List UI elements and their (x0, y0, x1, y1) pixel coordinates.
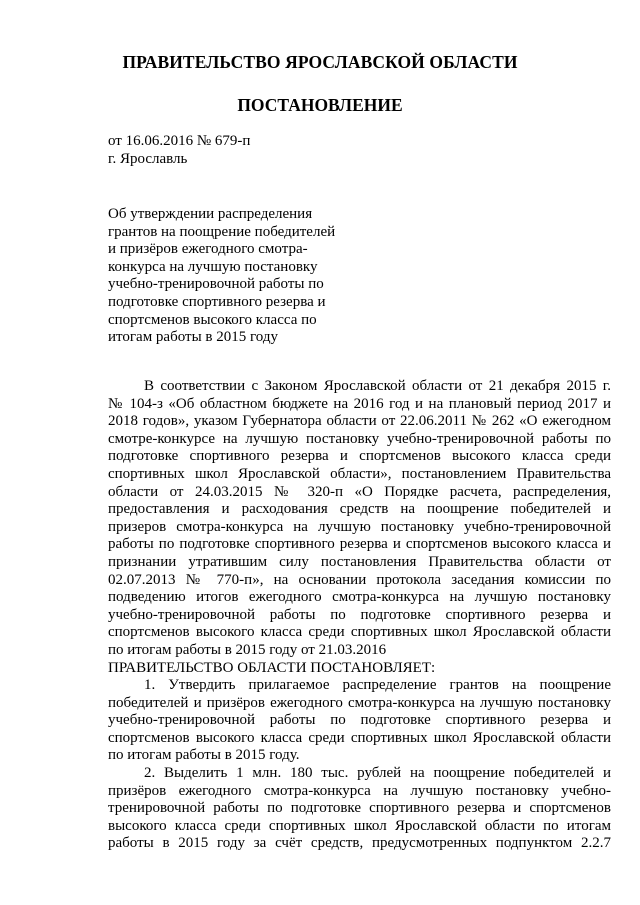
body-line: подведению итогов ежегодного смотра-конкурса на лучшую постановку (108, 589, 611, 606)
city: г. Ярославль (108, 151, 188, 167)
body-line: учебно-тренировочной работы по подготовке спортивного резерва и (108, 712, 611, 729)
subject-line: подготовке спортивного резерва и (108, 293, 326, 310)
subject-line: конкурса на лучшую постановку (108, 258, 318, 275)
subject-line: учебно-тренировочной работы по (108, 276, 324, 293)
subject-line: грантов на поощрение победителей (108, 223, 336, 240)
body-line: подготовке спортивного резерва и спортсменов высокого класса среди (108, 448, 611, 465)
resolution-phrase: ПРАВИТЕЛЬСТВО ОБЛАСТИ ПОСТАНОВЛЯЕТ: (108, 659, 436, 676)
body-line: спортивных школ Ярославской области», постановлением Правительства (108, 465, 611, 482)
body-line: тренировочной работы по подготовке спортивного резерва и спортсменов (108, 800, 611, 817)
body-line: 2018 годов», указом Губернатора области от 22.06.2011 № 262 «О ежегодном (108, 413, 611, 430)
subject-line: Об утверждении распределения (108, 206, 313, 222)
body-line: работы по подготовке спортивного резерва и спортсменов высокого класса и (108, 536, 611, 553)
document-subject (108, 206, 353, 347)
body-line: № 104-з «Об областном бюджете на 2016 год и на плановый период 2017 и (108, 395, 611, 412)
date-and-number: от 16.06.2016 № 679-п (108, 133, 251, 149)
body-line: смотре-конкурсе на лучшую постановку учебно-тренировочной работы по (108, 430, 611, 447)
body-line: призёров ежегодного смотра-конкурса на лучшую постановку учебно- (108, 782, 611, 799)
body-line: призеров смотра-конкурса на лучшую постановку учебно-тренировочной (108, 518, 611, 535)
body-line: области от 24.03.2015 № 320-п «О Порядке расчета, распределения, (108, 483, 611, 500)
body-line: высокого класса среди спортивных школ Ярославской области по итогам (108, 817, 611, 834)
body-line: победителей и призёров ежегодного смотра-конкурса на лучшую постановку (108, 694, 611, 711)
body-line: учебно-тренировочной работы по подготовке спортивного резерва и (108, 606, 611, 623)
body-line: спортсменов высокого класса среди спортивных школ Ярославской области (108, 729, 611, 746)
subject-line: и призёров ежегодного смотра- (108, 241, 308, 258)
body-line: спортсменов высокого класса среди спортивных школ Ярославской области (108, 624, 611, 641)
subject-line: спортсменов высокого класса по (108, 311, 317, 328)
document-type: ПОСТАНОВЛЕНИЕ (237, 95, 403, 115)
body-line: 1. Утвердить прилагаемое распределение грантов на поощрение (144, 677, 611, 694)
government-title: ПРАВИТЕЛЬСТВО ЯРОСЛАВСКОЙ ОБЛАСТИ (122, 52, 518, 72)
body-line: 02.07.2013 № 770-п», на основании протокола заседания комиссии по (108, 571, 611, 588)
body-line: признании утратившим силу постановления Правительства области от (108, 553, 611, 570)
body-line: 2. Выделить 1 млн. 180 тыс. рублей на поощрение победителей и (144, 765, 611, 782)
body-line: В соответствии с Законом Ярославской области от 21 декабря 2015 г. (144, 378, 611, 394)
document-body (108, 378, 611, 853)
body-line: по итогам работы в 2015 году. (108, 747, 300, 764)
subject-line: итогам работы в 2015 году (108, 329, 278, 346)
body-line: предоставления и расходования средств на поощрение победителей и (108, 501, 611, 518)
body-line: работы в 2015 году за счёт средств, предусмотренных подпунктом 2.2.7 (108, 835, 611, 852)
body-line: по итогам работы в 2015 году от 21.03.2016 (108, 641, 387, 658)
